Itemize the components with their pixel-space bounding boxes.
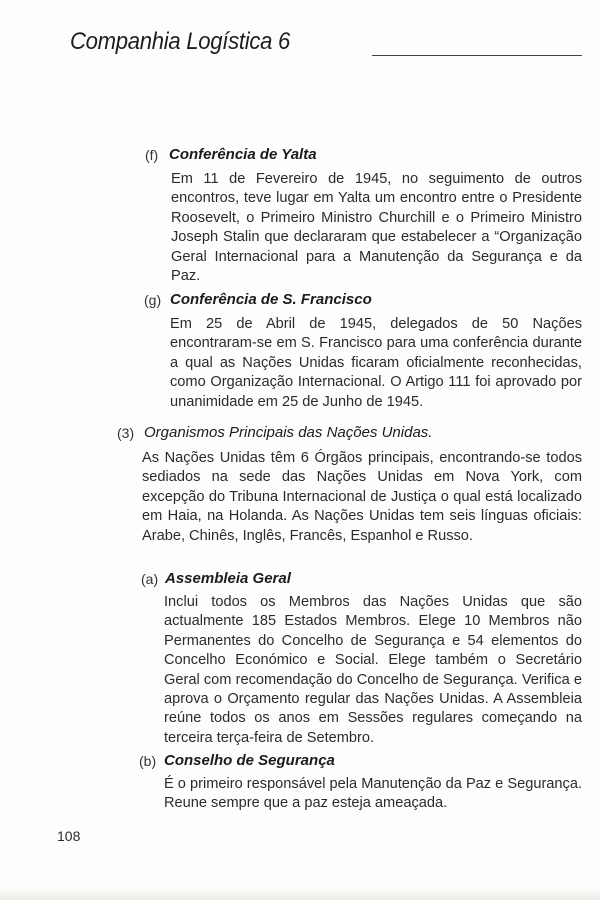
section-body: Em 11 de Fevereiro de 1945, no seguimento de outros encontros, teve lugar em Yalta um encontro entre o Presidente Roosevelt, o Primeiro Ministro Churchill e o Primeiro Ministro Joseph Stalin que declararam que estabelecer a “Organização Geral Internacional para a Manutenção da Segurança e da Paz. [171,171,582,285]
section-marker: (b) [139,753,157,769]
section-heading: Organismos Principais das Nações Unidas. [144,424,433,441]
section-body: É o primeiro responsável pela Manutenção da Paz e Segurança. Reune sempre que a paz esteja ameaçada. [164,776,582,812]
section-body: Em 25 de Abril de 1945, delegados de 50 Nações encontraram-se em S. Francisco para uma conferência durante a qual as Nações Unidas ficaram oficialmente reconhecidas, como Organização Internacional. O Artigo 111 foi aprovado por unanimidade em 25 de Junho de 1945. [170,316,582,410]
running-header [70,28,590,68]
section-heading: Assembleia Geral [165,570,291,587]
section-heading: Conferência de S. Francisco [170,291,372,308]
section-body: Inclui todos os Membros das Nações Unidas que são actualmente 185 Estados Membros. Elege 10 Membros não Permanentes do Concelho de Segurança e 54 elementos do Concelho Económico e Social. Elege também o Secretário Geral com recomendação do Concelho de Segurança. Verifica e aprova o Orçamento regular das Nações Unidas. A Assembleia reúne todos os anos em Sessões regulares começando na terceira terça-feira de Setembro. [164,594,582,746]
section-heading: Conselho de Segurança [164,752,335,769]
section-marker: (g) [144,292,162,308]
header-rule [372,55,582,56]
section-marker: (3) [117,425,135,441]
section-marker: (a) [141,571,159,587]
section-body: As Nações Unidas têm 6 Órgãos principais, encontrando-se todos sediados na sede das Nações Unidas em Nova York, com excepção do Tribuna Internacional de Justiça o qual está localizado em Haia, na Holanda. As Nações Unidas tem seis línguas oficiais: Arabe, Chinês, Inglês, Francês, Espanhol e Russo. [142,450,582,544]
page-edge [0,888,600,900]
section-heading: Conferência de Yalta [169,146,317,163]
page-number: 108 [57,828,81,844]
header-title: Companhia Logística 6 [70,28,291,55]
section-marker: (f) [145,147,159,163]
